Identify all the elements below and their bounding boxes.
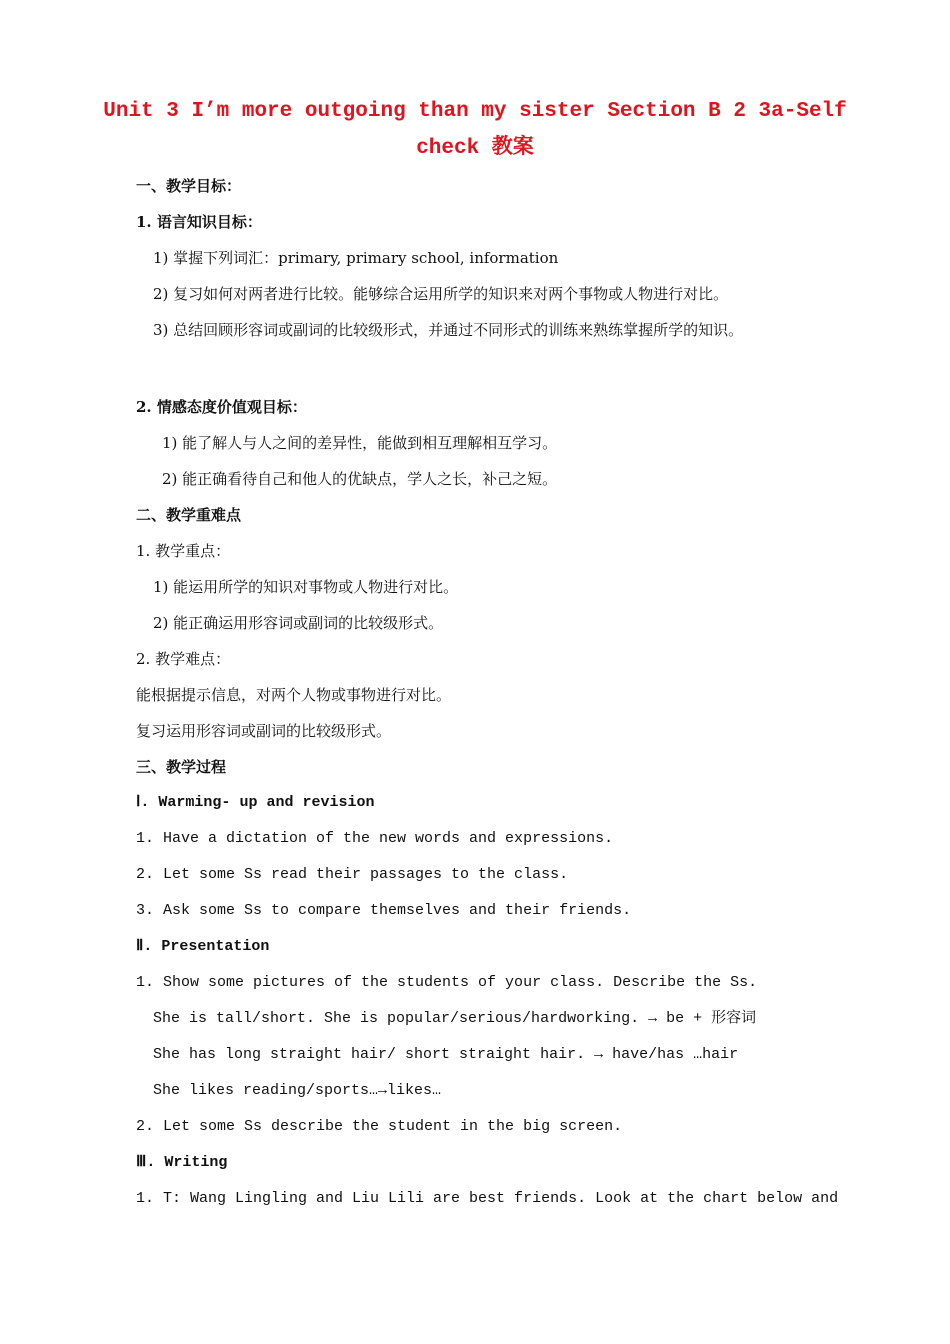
example-sentence: She is tall/short. She is popular/serious/hardworking. → be + 形容词	[153, 1010, 757, 1027]
subheading-language-objectives: 1. 语言知识目标：	[136, 213, 262, 231]
list-item: 2. Let some Ss describe the student in the big screen.	[136, 1118, 623, 1135]
list-item: 1) 能了解人与人之间的差异性，能做到相互理解相互学习。	[162, 434, 558, 452]
list-item: 1. Have a dictation of the new words and expressions.	[136, 830, 614, 847]
list-item: 2) 复习如何对两者进行比较。能够综合运用所学的知识来对两个事物或人物进行对比。	[153, 285, 729, 303]
list-item: 1) 能运用所学的知识对事物或人物进行对比。	[153, 578, 459, 596]
document-title-line-2: check 教案	[416, 137, 534, 160]
list-item: 1. Show some pictures of the students of your class. Describe the Ss.	[136, 974, 758, 991]
part-heading-presentation: Ⅱ. Presentation	[136, 938, 270, 955]
section-heading-process: 三、教学过程	[136, 758, 227, 776]
section-heading-key-points: 二、教学重难点	[136, 506, 242, 524]
example-sentence: She has long straight hair/ short straight hair. → have/has …hair	[153, 1046, 739, 1063]
example-sentence: She likes reading/sports…→likes…	[153, 1082, 442, 1099]
list-item: 2. Let some Ss read their passages to the class.	[136, 866, 569, 883]
part-heading-warming-up: Ⅰ. Warming- up and revision	[136, 794, 375, 811]
list-item: 1. T: Wang Lingling and Liu Lili are best friends. Look at the chart below and	[136, 1190, 839, 1207]
subheading-difficult-points: 2. 教学难点：	[136, 650, 231, 668]
list-item: 2) 能正确运用形容词或副词的比较级形式。	[153, 614, 444, 632]
list-item: 2) 能正确看待自己和他人的优缺点，学人之长，补己之短。	[162, 470, 558, 488]
part-heading-writing: Ⅲ. Writing	[136, 1154, 228, 1171]
list-item: 1) 掌握下列词汇：primary, primary school, information	[153, 249, 559, 267]
paragraph: 复习运用形容词或副词的比较级形式。	[136, 722, 392, 740]
list-item: 3. Ask some Ss to compare themselves and their friends.	[136, 902, 632, 919]
section-heading-objectives: 一、教学目标：	[136, 177, 242, 195]
subheading-key-points: 1. 教学重点：	[136, 542, 231, 560]
list-item: 3) 总结回顾形容词或副词的比较级形式，并通过不同形式的训练来熟练掌握所学的知识。	[153, 321, 744, 339]
subheading-attitude-objectives: 2. 情感态度价值观目标：	[136, 398, 307, 416]
paragraph: 能根据提示信息，对两个人物或事物进行对比。	[136, 686, 452, 704]
document-title-line-1: Unit 3 I’m more outgoing than my sister Section B 2 3a-Self	[103, 100, 847, 123]
